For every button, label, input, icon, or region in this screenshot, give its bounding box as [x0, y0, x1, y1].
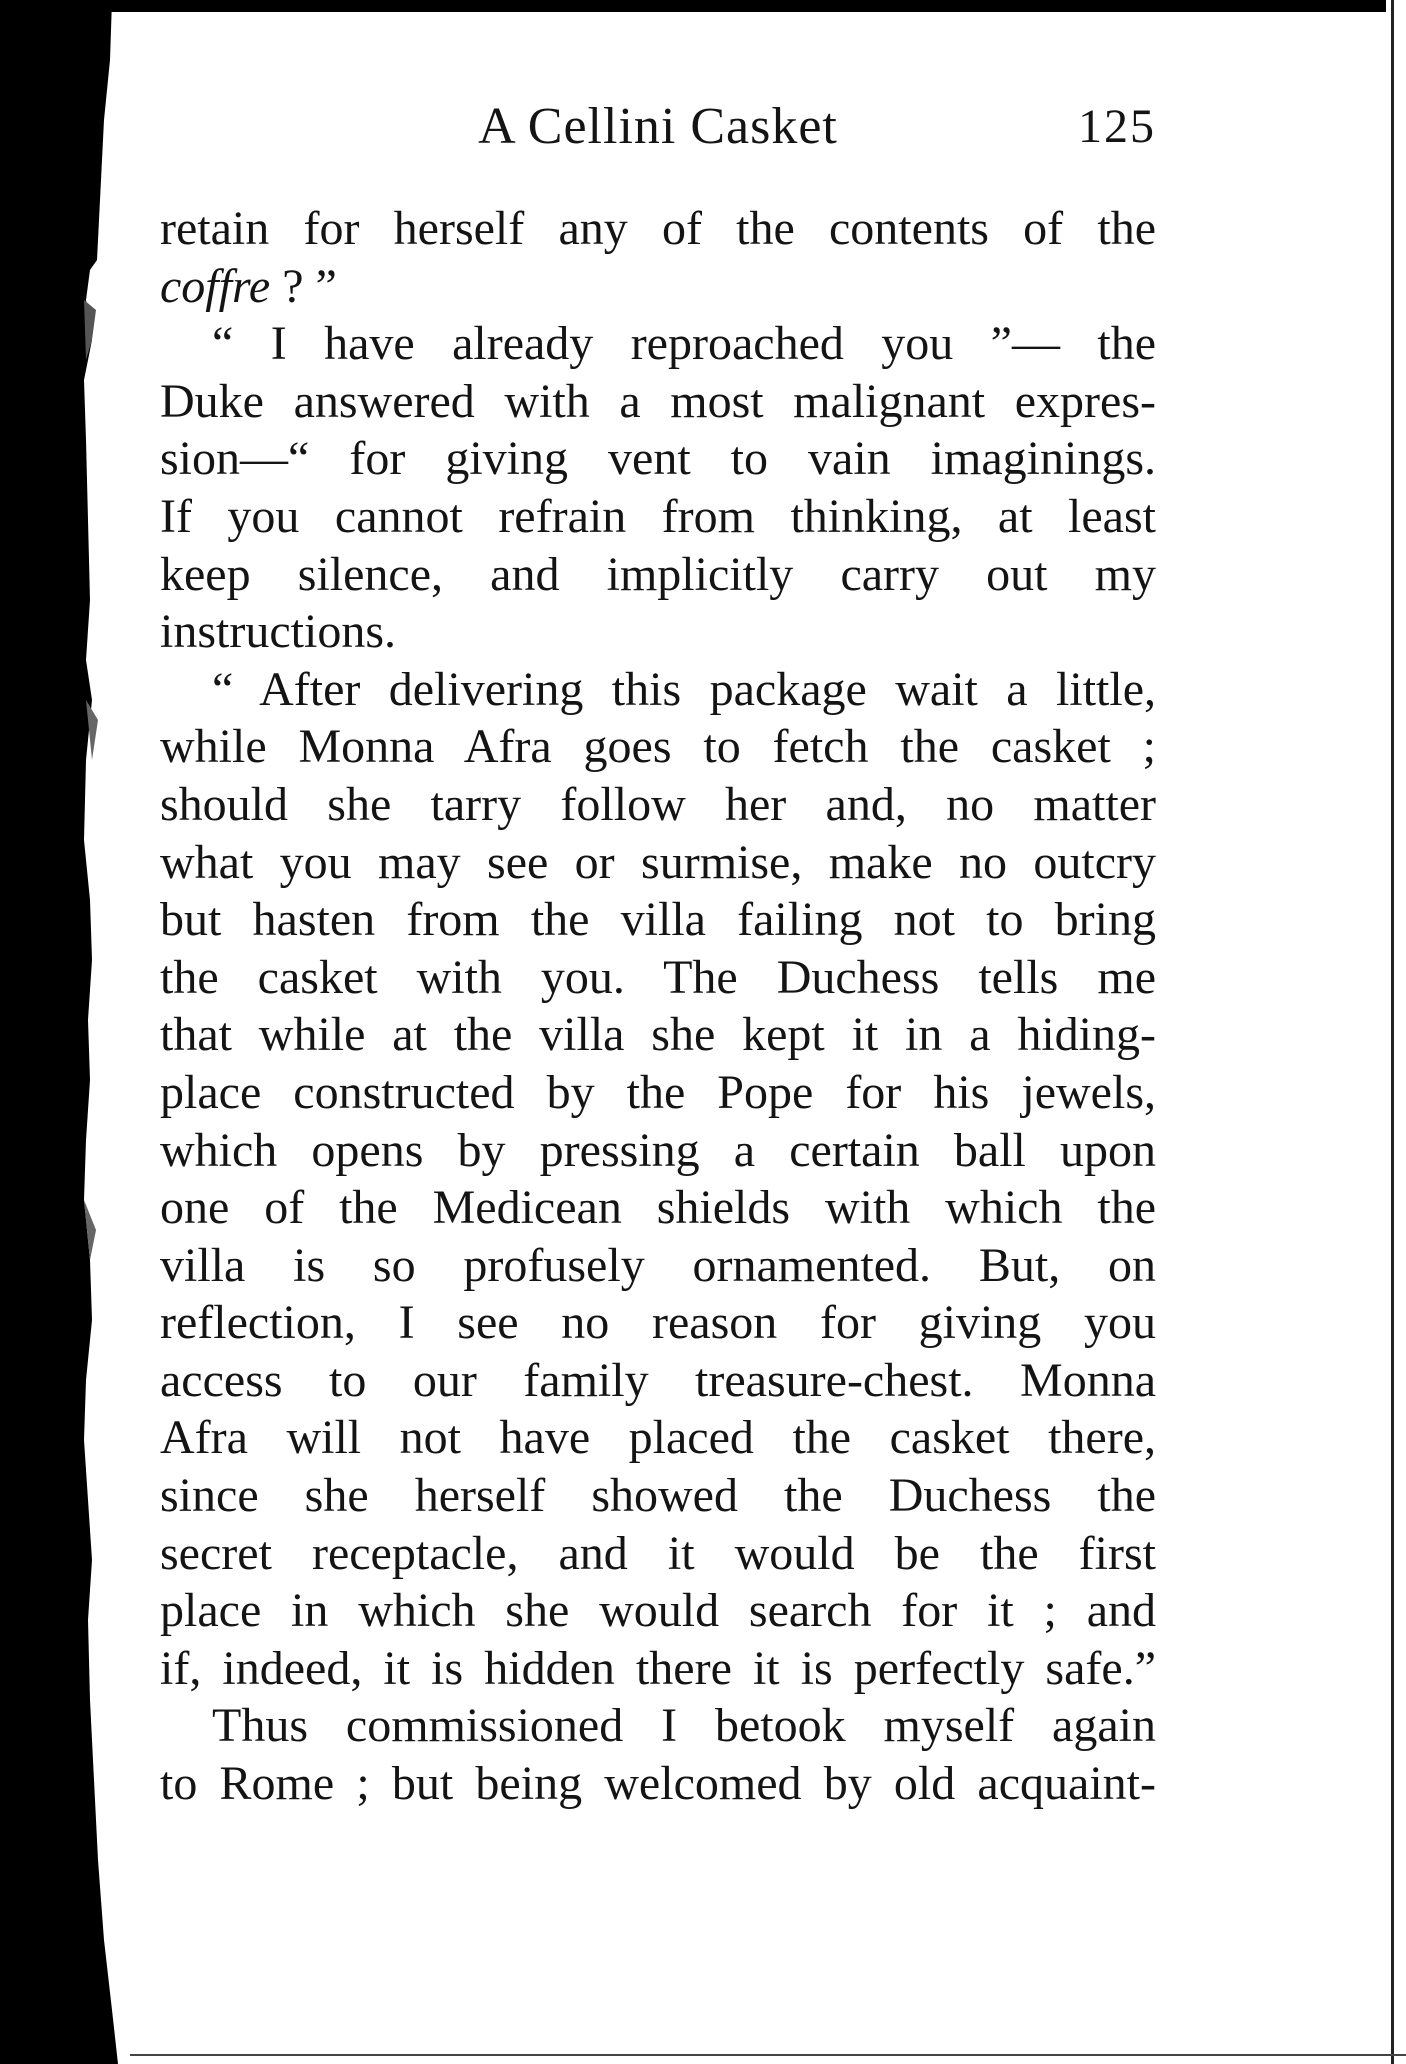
text-line: which opens by pressing a certain ball upon [160, 1123, 1156, 1177]
page-header [160, 92, 1156, 162]
text-line: that while at the villa she kept it in a hiding- [160, 1008, 1156, 1062]
text-line: should she tarry follow her and, no matter [160, 777, 1156, 831]
text-line: “ After delivering this package wait a little, [212, 662, 1156, 716]
text-line: to Rome ; but being welcomed by old acquaint- [160, 1757, 1156, 1811]
text-line: villa is so profusely ornamented. But, on [160, 1238, 1156, 1292]
text-line: sion—“ for giving vent to vain imaginings. [160, 432, 1156, 486]
text-line: Thus commissioned I betook myself again [212, 1699, 1156, 1753]
text-line: what you may see or surmise, make no outcry [160, 835, 1156, 889]
text-line: if, indeed, it is hidden there it is perfectly safe.” [160, 1641, 1156, 1695]
text-line: If you cannot refrain from thinking, at least [160, 489, 1156, 543]
text-fragment: ? ” [270, 259, 337, 313]
running-title: A Cellini Casket [478, 98, 838, 155]
text-line: while Monna Afra goes to fetch the casket ; [160, 720, 1156, 774]
text-line: the casket with you. The Duchess tells me [160, 950, 1156, 1004]
text-line: “ I have already reproached you ”— the [212, 317, 1156, 371]
scan-bottom-edge [130, 2054, 1406, 2056]
italic-word: coffre [160, 259, 271, 313]
text-line: instructions. [160, 605, 396, 659]
text-line: access to our family treasure-chest. Monna [160, 1353, 1156, 1407]
book-spine-shadow [0, 0, 160, 2064]
text-line: but hasten from the villa failing not to bring [160, 893, 1156, 947]
text-line: place in which she would search for it ; and [160, 1584, 1156, 1638]
text-line: retain for herself any of the contents of the [160, 202, 1156, 255]
text-line [160, 258, 1156, 316]
text-line: since she herself showed the Duchess the [160, 1469, 1156, 1523]
text-line: secret receptacle, and it would be the first [160, 1526, 1156, 1580]
body-text [160, 200, 1156, 1813]
text-line: reflection, I see no reason for giving you [160, 1296, 1156, 1350]
scan-top-edge [0, 0, 1386, 12]
text-line: Duke answered with a most malignant expres- [160, 374, 1156, 428]
scan-right-edge [1391, 0, 1406, 2064]
text-line: one of the Medicean shields with which the [160, 1181, 1156, 1235]
page-number: 125 [1078, 100, 1156, 153]
text-line: keep silence, and implicitly carry out my [160, 547, 1156, 601]
text-line: place constructed by the Pope for his jewels, [160, 1065, 1156, 1119]
text-line: Afra will not have placed the casket there, [160, 1411, 1156, 1465]
